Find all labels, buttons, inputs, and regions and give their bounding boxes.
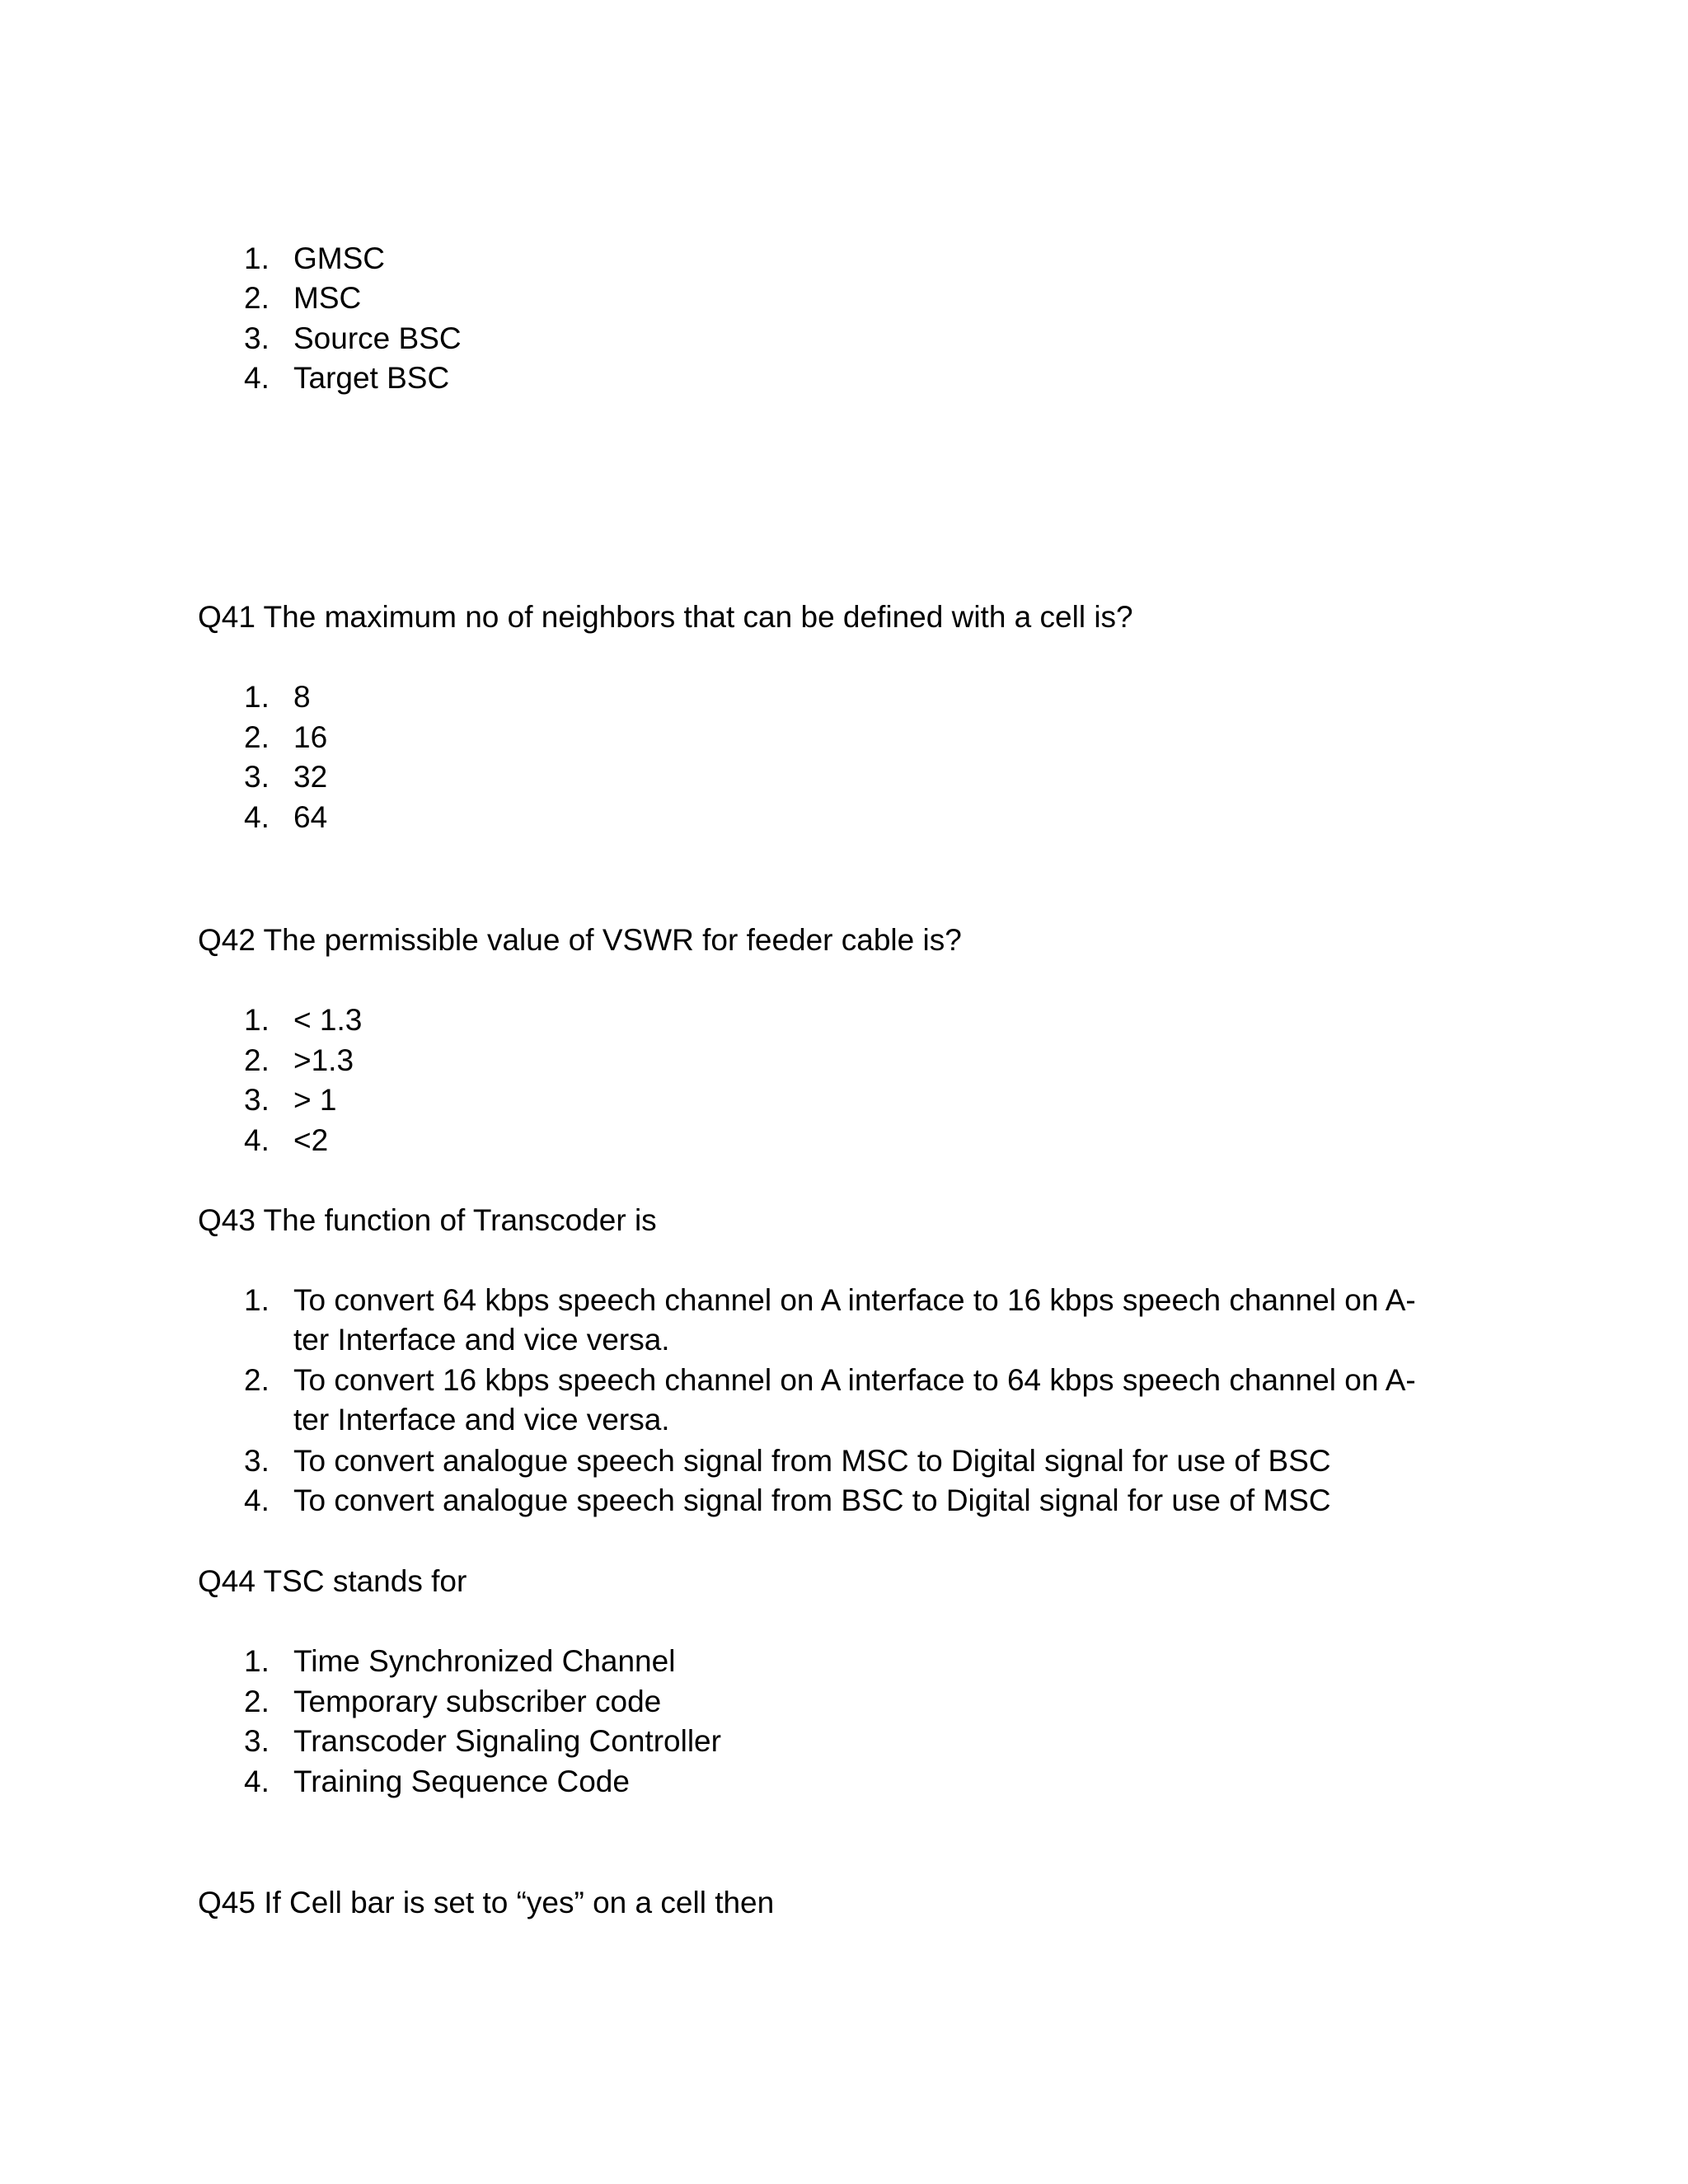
- option-number: 1.: [244, 1644, 270, 1678]
- option-text: To convert analogue speech signal from BSC to Digital signal for use of MSC: [293, 1483, 1331, 1517]
- list-item: [244, 319, 1447, 359]
- option-number: 3.: [244, 1083, 270, 1117]
- option-text: 64: [293, 800, 328, 834]
- list-item: [244, 1361, 1447, 1440]
- option-text: Source BSC: [293, 321, 462, 355]
- list-item: [244, 1441, 1447, 1481]
- list-item: [244, 1722, 1447, 1761]
- option-number: 3.: [244, 321, 270, 355]
- option-text: Training Sequence Code: [293, 1765, 630, 1798]
- option-number: 3.: [244, 1724, 270, 1758]
- list-item: [244, 798, 1447, 837]
- list-item: [244, 718, 1447, 757]
- option-text: <2: [293, 1123, 329, 1157]
- option-text: GMSC: [293, 241, 385, 275]
- option-text: < 1.3: [293, 1003, 363, 1037]
- option-number: 4.: [244, 361, 270, 395]
- option-number: 3.: [244, 760, 270, 794]
- list-item: [244, 1682, 1447, 1722]
- option-text: >1.3: [293, 1043, 354, 1077]
- option-text: To convert 16 kbps speech channel on A interface to 64 kbps speech channel on A-ter Interface and vice versa.: [293, 1363, 1416, 1436]
- question-42: Q42 The permissible value of VSWR for feeder cable is?: [198, 923, 962, 957]
- list-item: [244, 1642, 1447, 1681]
- option-number: 4.: [244, 800, 270, 834]
- option-number: 2.: [244, 1685, 270, 1718]
- list-item: [244, 239, 1447, 279]
- option-number: 1.: [244, 241, 270, 275]
- list-item: [244, 1121, 1447, 1160]
- option-text: 32: [293, 760, 328, 794]
- option-number: 4.: [244, 1123, 270, 1157]
- list-item: [244, 1481, 1447, 1521]
- option-number: 2.: [244, 720, 270, 754]
- option-text: Temporary subscriber code: [293, 1685, 662, 1718]
- list-item: [244, 359, 1447, 398]
- list-item: [244, 1001, 1447, 1040]
- question-41: Q41 The maximum no of neighbors that can be defined with a cell is?: [198, 600, 1133, 634]
- option-number: 1.: [244, 680, 270, 714]
- list-item: [244, 1281, 1447, 1360]
- list-item: [244, 757, 1447, 797]
- option-number: 4.: [244, 1483, 270, 1517]
- question-44: Q44 TSC stands for: [198, 1564, 467, 1598]
- question-45: Q45 If Cell bar is set to “yes” on a cell then: [198, 1886, 775, 1919]
- list-item: [244, 1041, 1447, 1080]
- option-number: 1.: [244, 1003, 270, 1037]
- option-text: To convert analogue speech signal from MSC to Digital signal for use of BSC: [293, 1444, 1331, 1478]
- option-number: 2.: [244, 1363, 270, 1397]
- question-43: Q43 The function of Transcoder is: [198, 1203, 657, 1237]
- option-number: 2.: [244, 1043, 270, 1077]
- option-text: 16: [293, 720, 328, 754]
- list-item: [244, 1080, 1447, 1120]
- option-text: 8: [293, 680, 311, 714]
- option-text: > 1: [293, 1083, 337, 1117]
- list-item: [244, 677, 1447, 717]
- list-item: [244, 279, 1447, 318]
- option-number: 3.: [244, 1444, 270, 1478]
- option-text: Time Synchronized Channel: [293, 1644, 676, 1678]
- option-text: MSC: [293, 281, 362, 315]
- option-text: To convert 64 kbps speech channel on A interface to 16 kbps speech channel on A-ter Interface and vice versa.: [293, 1283, 1416, 1357]
- option-number: 2.: [244, 281, 270, 315]
- option-number: 1.: [244, 1283, 270, 1317]
- option-number: 4.: [244, 1765, 270, 1798]
- option-text: Target BSC: [293, 361, 450, 395]
- list-item: [244, 1762, 1447, 1802]
- option-text: Transcoder Signaling Controller: [293, 1724, 721, 1758]
